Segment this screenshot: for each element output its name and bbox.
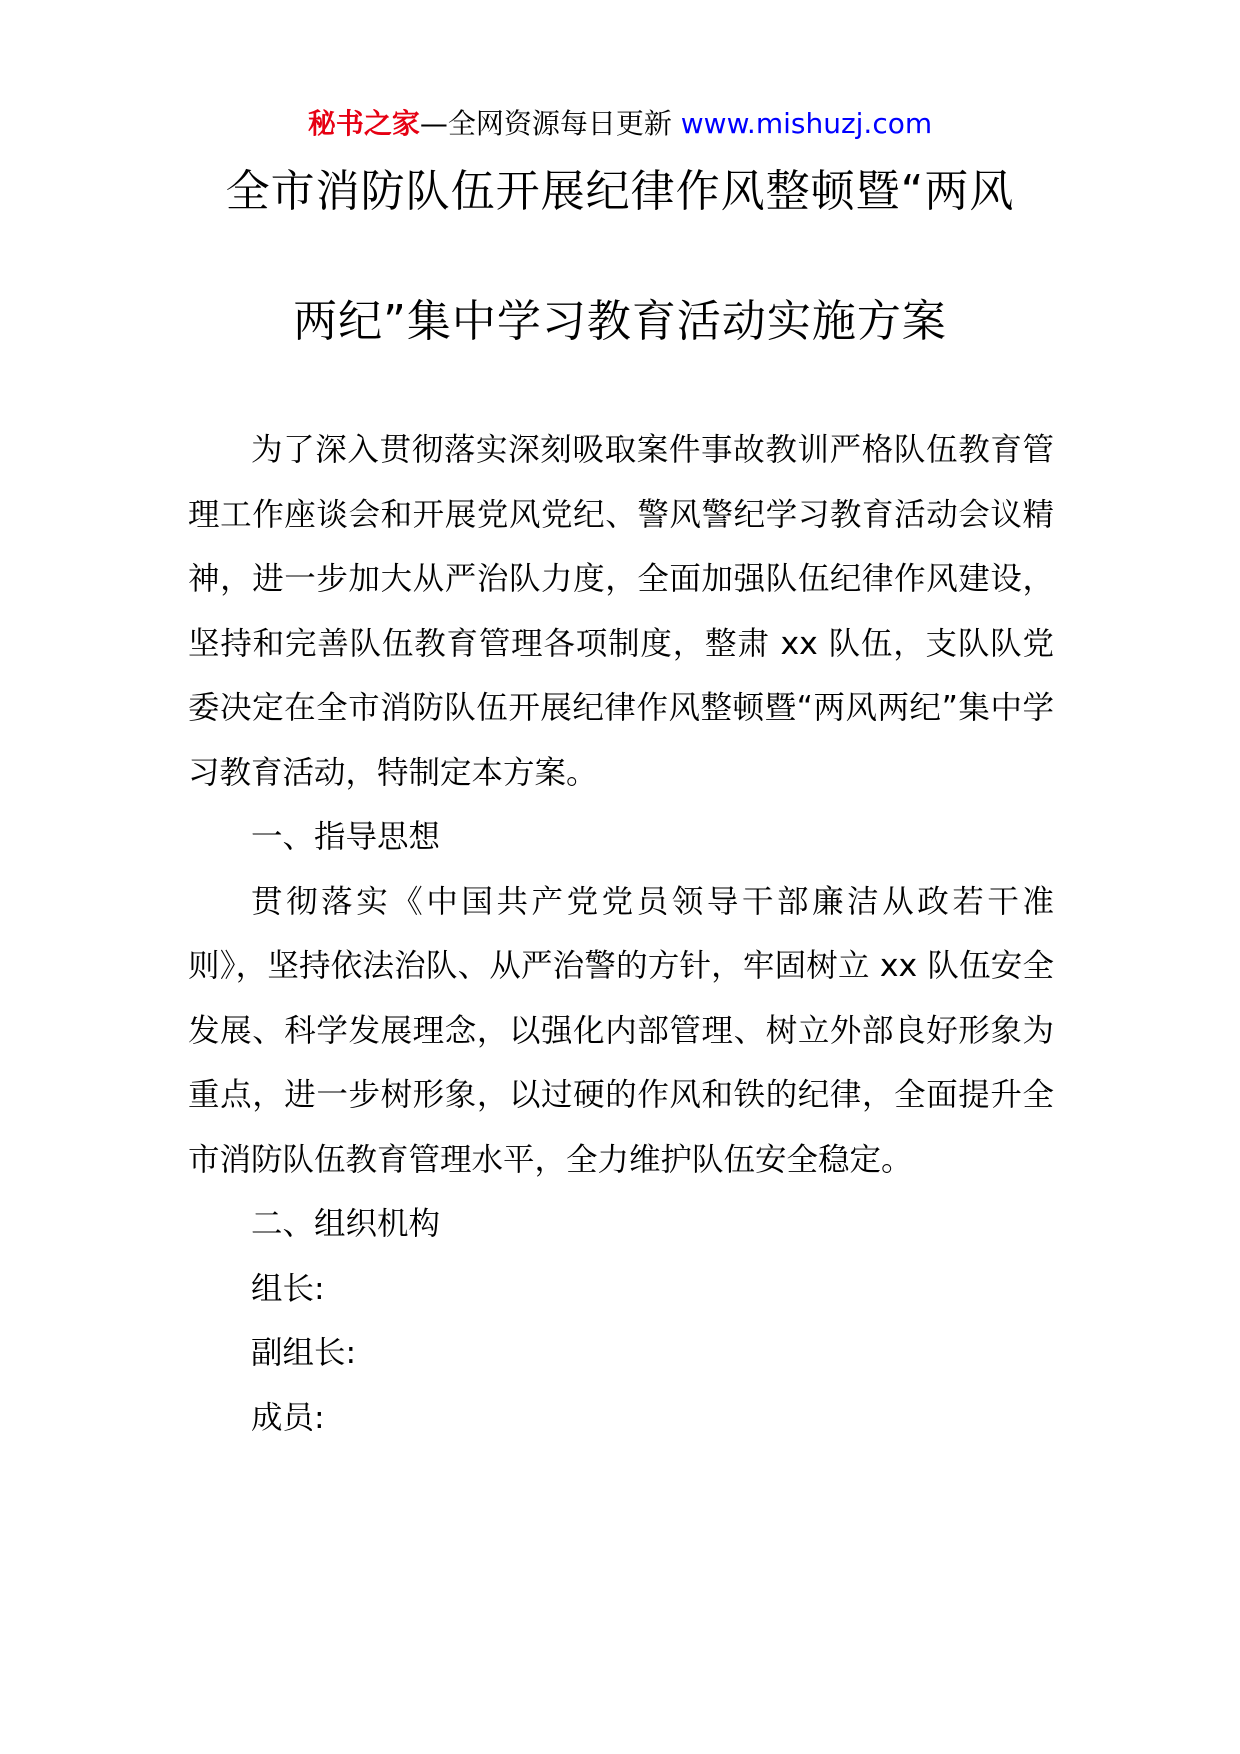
header-url-link[interactable]: www.mishuzj.com	[680, 107, 933, 140]
document-title-line-2: 两纪”集中学习教育活动实施方案	[293, 296, 947, 347]
field-members: 成员:	[251, 1399, 325, 1436]
document-body	[188, 418, 1054, 1450]
guiding-ideology-paragraph: 贯彻落实《中国共产党党员领导干部廉洁从政若干准则》，坚持依法治队、从严治警的方针，牢固树立 xx 队伍安全发展、科学发展理念，以强化内部管理、树立外部良好形象为重点，进一步树形象，以过硬的作风和铁的纪律，全面提升全市消防队伍教育管理水平，全力维护队伍安全稳定。	[188, 883, 1054, 1178]
field-deputy-leader: 副组长:	[251, 1335, 357, 1371]
page-header	[0, 104, 1240, 144]
document-title-line-1: 全市消防队伍开展纪律作风整顿暨“两风	[225, 166, 1015, 217]
section-heading-organization: 二、组织机构	[251, 1206, 441, 1242]
header-tagline: —全网资源每日更新	[419, 107, 681, 140]
section-heading-guiding-ideology: 一、指导思想	[251, 819, 441, 855]
header-brand: 秘书之家	[307, 107, 420, 140]
intro-paragraph: 为了深入贯彻落实深刻吸取案件事故教训严格队伍教育管理工作座谈会和开展党风党纪、警风警纪学习教育活动会议精神，进一步加大从严治队力度，全面加强队伍纪律作风建设，坚持和完善队伍教育管理各项制度，整肃 xx 队伍，支队队党委决定在全市消防队伍开展纪律作风整顿暨“两风两纪”集中学习教育活动，特制定本方案。	[188, 432, 1054, 791]
field-group-leader: 组长:	[251, 1270, 325, 1307]
